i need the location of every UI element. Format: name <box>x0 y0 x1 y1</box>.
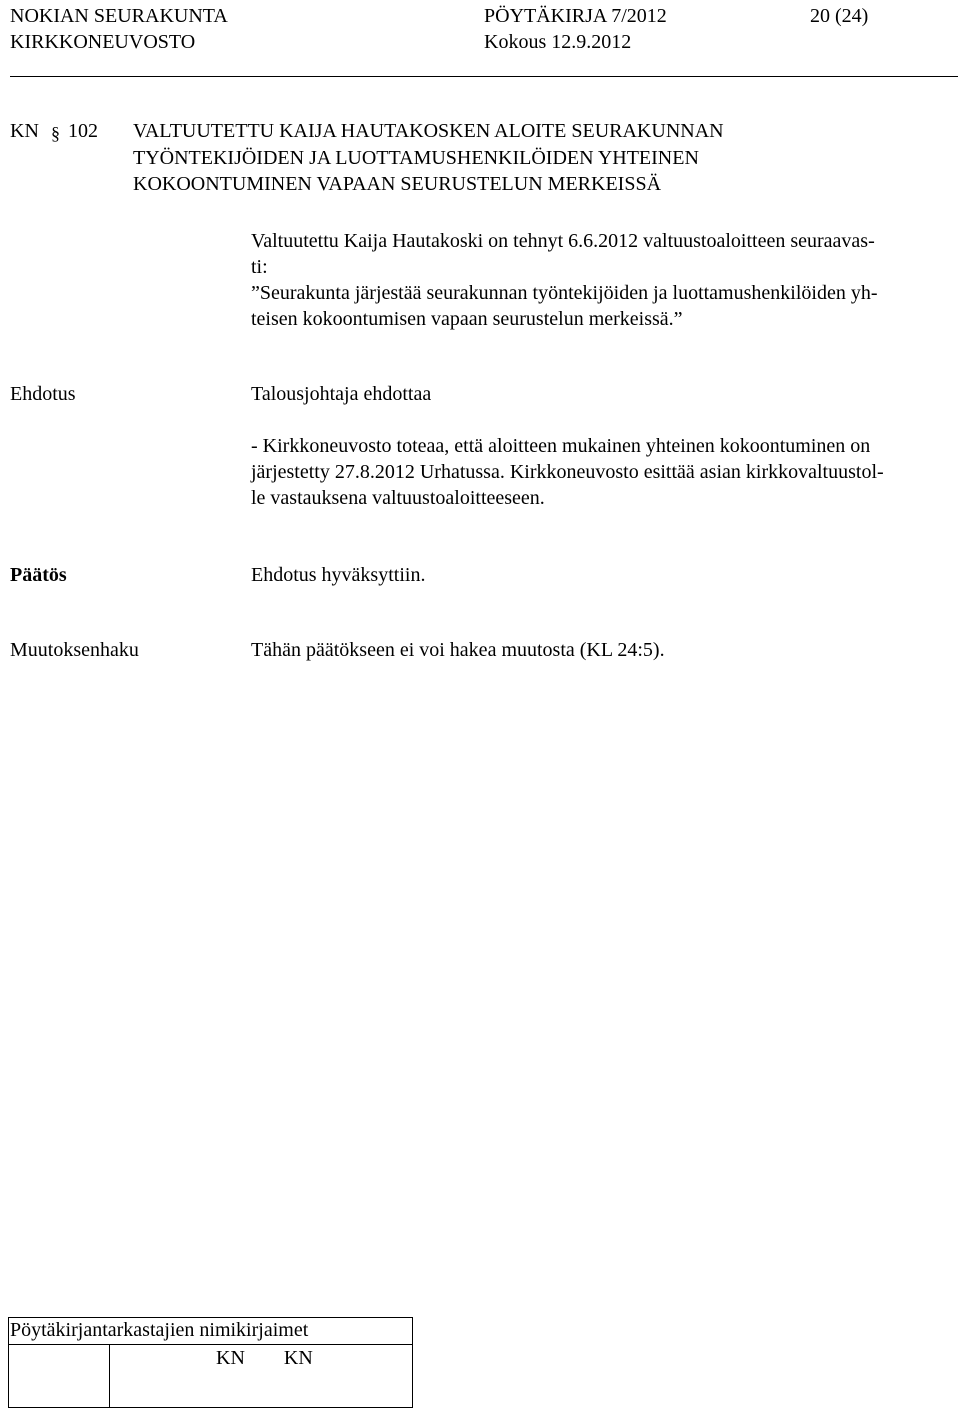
section-sign: § <box>51 123 60 143</box>
header-org: NOKIAN SEURAKUNTA <box>10 5 228 27</box>
intro-line-2: ti: <box>251 256 268 278</box>
section-title-line-1: VALTUUTETTU KAIJA HAUTAKOSKEN ALOITE SEURAKUNNAN <box>133 120 724 142</box>
decision-text: Ehdotus hyväksyttiin. <box>251 564 426 586</box>
proposal-line-1: - Kirkkoneuvosto toteaa, että aloitteen mukainen yhteinen kokoontuminen on <box>251 435 871 457</box>
intro-line-4: teisen kokoontumisen vapaan seurustelun merkeissä.” <box>251 308 683 330</box>
signature-initials-2: KN <box>283 1347 313 1369</box>
intro-line-1: Valtuutettu Kaija Hautakoski on tehnyt 6.6.2012 valtuustoaloitteen seuraavas- <box>251 230 875 252</box>
proposal-line-2: järjestetty 27.8.2012 Urhatussa. Kirkkoneuvosto esittää asian kirkkovaltuustol- <box>251 461 884 483</box>
header-body: KIRKKONEUVOSTO <box>10 31 196 53</box>
signature-empty-cell <box>9 1345 110 1408</box>
signature-initials-1: KN <box>216 1347 245 1369</box>
proposal-line-3: le vastauksena valtuustoaloitteeseen. <box>251 487 545 509</box>
decision-label: Päätös <box>10 564 67 586</box>
header-divider <box>10 76 958 77</box>
appeal-text: Tähän päätökseen ei voi hakea muutosta (KL 24:5). <box>251 639 665 661</box>
appeal-label: Muutoksenhaku <box>10 639 139 661</box>
header-document: PÖYTÄKIRJA 7/2012 <box>484 5 667 27</box>
section-prefix: KN <box>10 120 39 142</box>
signature-table <box>8 1317 413 1408</box>
header-page-number: 20 (24) <box>810 5 869 27</box>
signature-initials-cell <box>110 1345 413 1408</box>
section-title-line-3: KOKOONTUMINEN VAPAAN SEURUSTELUN MERKEISSÄ <box>133 173 662 195</box>
signature-title: Pöytäkirjantarkastajien nimikirjaimet <box>10 1319 309 1341</box>
intro-line-3: ”Seurakunta järjestää seurakunnan työntekijöiden ja luottamushenkilöiden yh- <box>251 282 878 304</box>
header-meeting: Kokous 12.9.2012 <box>484 31 632 53</box>
signature-title-cell <box>9 1318 413 1345</box>
proposal-heading: Talousjohtaja ehdottaa <box>251 383 432 405</box>
proposal-label: Ehdotus <box>10 383 76 405</box>
section-title-line-2: TYÖNTEKIJÖIDEN JA LUOTTAMUSHENKILÖIDEN YHTEINEN <box>133 147 699 169</box>
section-number: 102 <box>68 120 98 142</box>
